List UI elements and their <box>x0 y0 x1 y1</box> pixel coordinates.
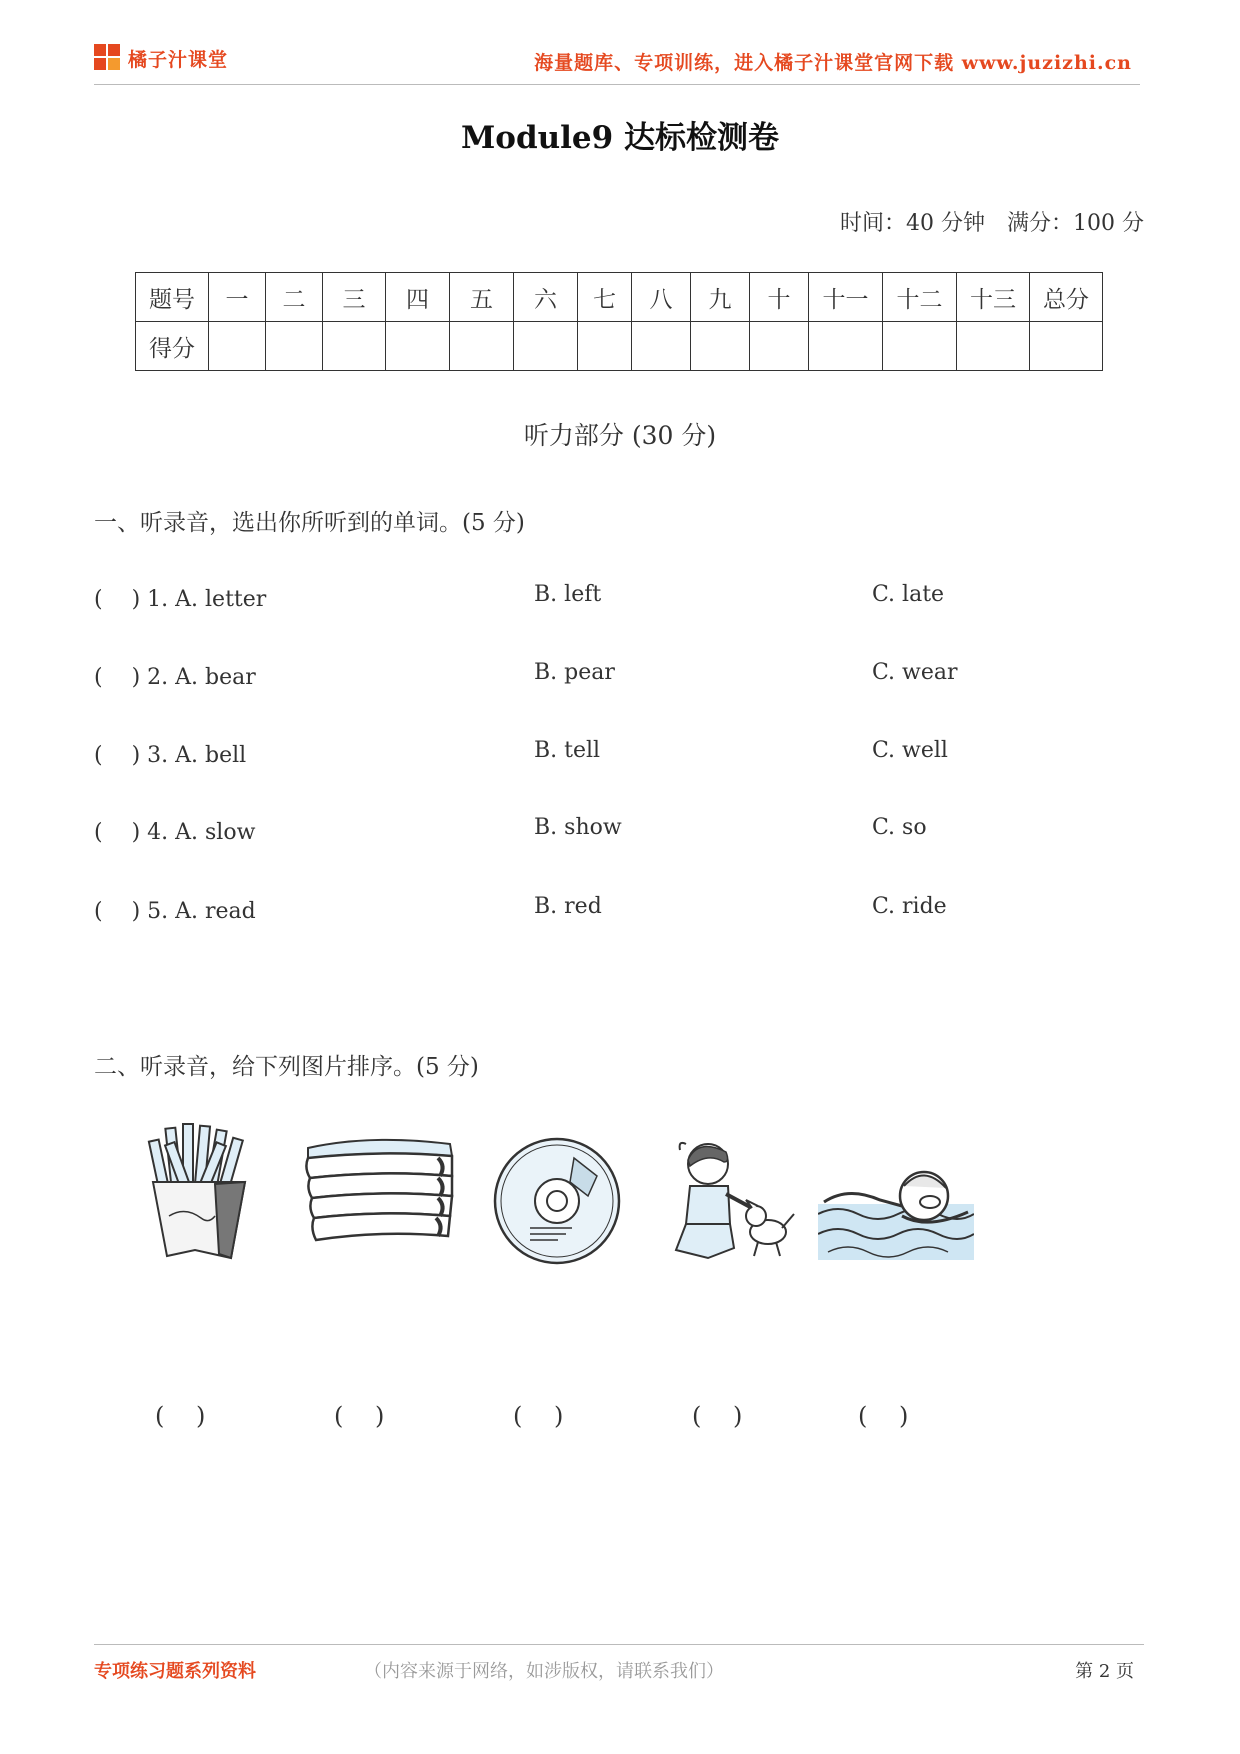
score-row-label: 得分 <box>136 322 209 371</box>
q1-option-c: C. well <box>872 738 948 763</box>
score-cell <box>750 322 809 371</box>
brand-name: 橘子汁课堂 <box>128 48 229 71</box>
score-cell <box>578 322 632 371</box>
q1-option-a: ( ) 1. A. letter <box>94 587 267 612</box>
page-title: Module9 达标检测卷 <box>460 120 780 156</box>
logo-icon <box>94 44 122 72</box>
score-col-2: 二 <box>266 273 323 322</box>
score-col-6: 六 <box>514 273 578 322</box>
footer-copyright-note: （内容来源于网络，如涉版权，请联系我们） <box>364 1661 724 1682</box>
girl-dog-icon <box>668 1132 800 1272</box>
score-cell <box>883 322 957 371</box>
q1-option-a: ( ) 2. A. bear <box>94 665 256 690</box>
footer-series: 专项练习题系列资料 <box>94 1661 256 1682</box>
score-col-4: 四 <box>386 273 450 322</box>
score-cell <box>514 322 578 371</box>
q2-answer-blank: ( ) <box>858 1402 909 1430</box>
score-cell <box>266 322 323 371</box>
q1-option-a: ( ) 4. A. slow <box>94 820 256 845</box>
q1-option-b: B. tell <box>534 738 601 763</box>
score-col-1: 一 <box>209 273 266 322</box>
score-col-total: 总分 <box>1030 273 1103 322</box>
score-header-label: 题号 <box>136 273 209 322</box>
score-cell <box>691 322 750 371</box>
q1-option-c: C. ride <box>872 894 947 919</box>
page-header <box>94 40 1140 85</box>
cd-icon <box>492 1136 622 1266</box>
page-number: 第 2 页 <box>1075 1661 1134 1682</box>
score-cell <box>1030 322 1103 371</box>
q1-option-c: C. wear <box>872 660 958 685</box>
score-col-5: 五 <box>450 273 514 322</box>
q1-option-a: ( ) 3. A. bell <box>94 743 247 768</box>
page-footer <box>94 1644 1144 1685</box>
score-col-7: 七 <box>578 273 632 322</box>
score-col-11: 十一 <box>809 273 883 322</box>
fries-icon <box>145 1120 255 1262</box>
score-col-8: 八 <box>632 273 691 322</box>
score-col-12: 十二 <box>883 273 957 322</box>
q1-item <box>94 815 1094 847</box>
q2-answer-blank: ( ) <box>692 1402 743 1430</box>
score-cell <box>450 322 514 371</box>
brand-logo <box>94 44 228 72</box>
score-cell <box>809 322 883 371</box>
q1-heading: 一、听录音，选出你所听到的单词。(5 分) <box>94 510 525 536</box>
score-col-13: 十三 <box>957 273 1030 322</box>
books-icon <box>300 1136 460 1252</box>
q2-answer-blank: ( ) <box>334 1402 385 1430</box>
q1-item <box>94 738 1094 770</box>
score-col-3: 三 <box>323 273 386 322</box>
q1-option-b: B. show <box>534 815 622 840</box>
header-slogan: 海量题库、专项训练，进入橘子汁课堂官网下载 www.juzizhi.cn <box>534 52 1132 74</box>
score-cell <box>957 322 1030 371</box>
q1-option-a: ( ) 5. A. read <box>94 899 256 924</box>
score-col-10: 十 <box>750 273 809 322</box>
score-table <box>135 272 1103 371</box>
q1-option-b: B. pear <box>534 660 615 685</box>
q1-item <box>94 894 1094 926</box>
score-cell <box>632 322 691 371</box>
q1-option-b: B. left <box>534 582 602 607</box>
q1-item <box>94 582 1094 614</box>
q1-option-b: B. red <box>534 894 602 919</box>
q1-option-c: C. so <box>872 815 927 840</box>
time-info: 时间：40 分钟 满分：100 分 <box>840 211 1144 236</box>
q2-answer-blank: ( ) <box>513 1402 564 1430</box>
q2-answer-blank: ( ) <box>155 1402 206 1430</box>
q2-heading: 二、听录音，给下列图片排序。(5 分) <box>94 1054 479 1080</box>
q1-item <box>94 660 1094 692</box>
score-cell <box>209 322 266 371</box>
score-cell <box>386 322 450 371</box>
q1-option-c: C. late <box>872 582 945 607</box>
score-cell <box>323 322 386 371</box>
swimmer-icon <box>818 1160 974 1264</box>
score-col-9: 九 <box>691 273 750 322</box>
listening-section-title: 听力部分 (30 分) <box>523 421 717 450</box>
score-table-score-row <box>136 322 1103 371</box>
score-table-header-row <box>136 273 1103 322</box>
